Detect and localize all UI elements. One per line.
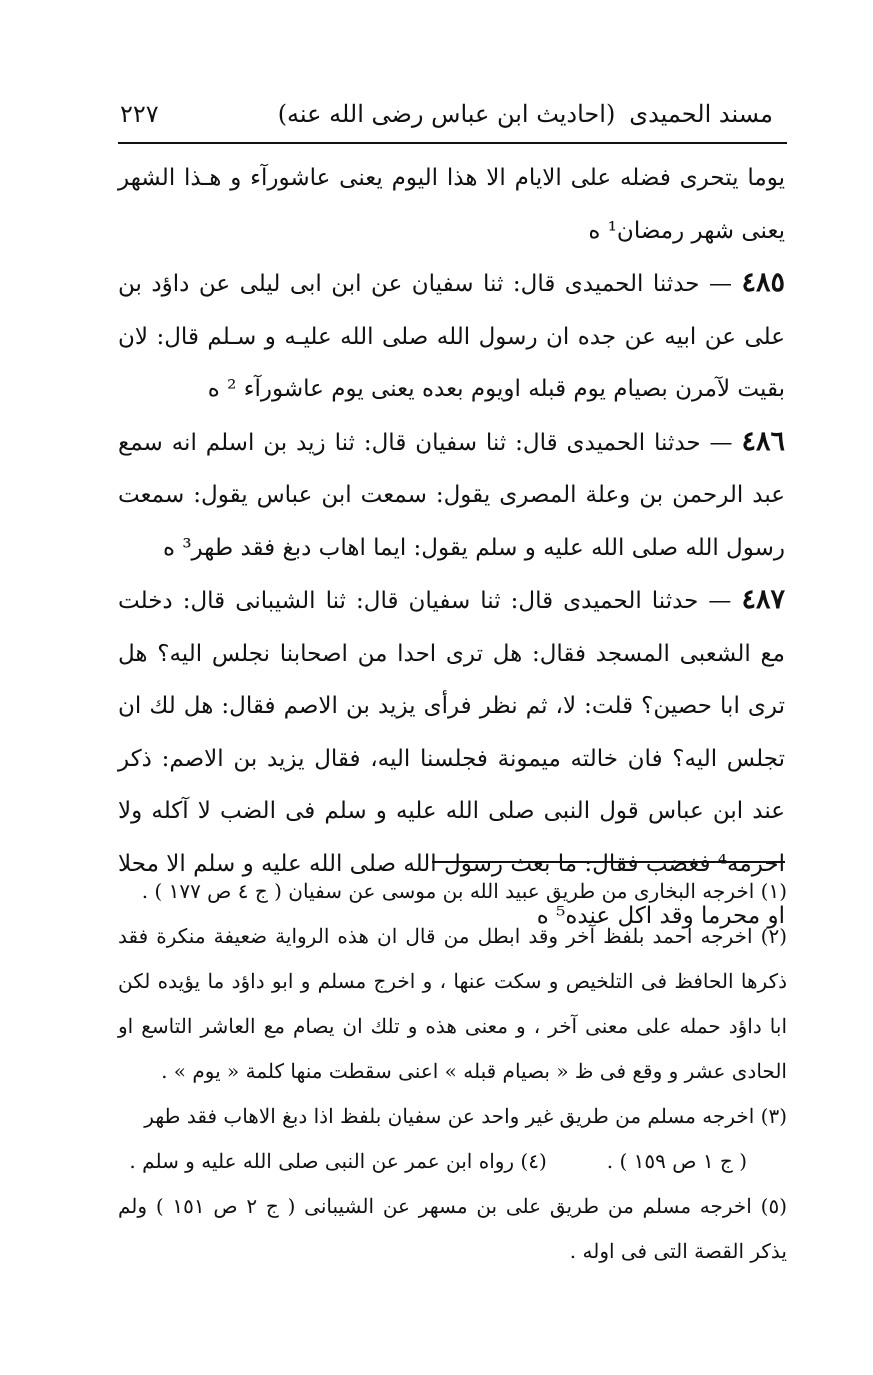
footnote-3: (٣) اخرجه مسلم من طريق غير واحد عن سفيان بلفظ اذا دبغ الاهاب فقد طهر [144, 1104, 787, 1128]
hadith-number: ٤٨٧ [741, 584, 785, 615]
hadith-number: ٤٨٥ [741, 267, 786, 298]
footnote-4: (٤) رواه ابن عمر عن النبى صلى الله عليه و سلم . [129, 1149, 547, 1173]
page-header [120, 92, 773, 136]
footnotes [118, 869, 787, 1274]
paragraph-continuation [118, 152, 785, 257]
paragraph-text: يوما يتحرى فضله على الايام الا هذا اليوم يعنى عاشورآء و هـذا الشهر يعنى شهر رمضان¹ ه [118, 165, 785, 244]
footnote-5: (٥) اخرجه مسلم من طريق على بن مسهر عن الشيبانى ( ج ٢ ص ١٥١ ) ولم يذكر القصة التى فى اوله . [118, 1194, 787, 1263]
main-text [118, 152, 785, 943]
footnote-2: (٢) اخرجه احمد بلفظ آخر وقد ابطل من قال ان هذه الرواية ضعيفة منكرة فقد ذكرها الحافظ فى التلخيص و سكت عنها ، و اخرج مسلم و ابو داؤد ما يؤيده لكن ابا داؤد حمله على معنى آخر ، و معنى هذه و تلك ان يصام مع العاشر التاسع او الحادى عشر و وقع فى ظ « بصيام قبله » اعنى سقطت منها كلمة « يوم » . [118, 924, 787, 1083]
hadith-number: ٤٨٦ [741, 425, 785, 457]
hadith-485 [118, 257, 785, 416]
hadith-486 [118, 416, 785, 575]
paragraph-text: — حدثنا الحميدى قال: ثنا سفيان قال: ثنا زيد بن اسلم انه سمع عبد الرحمن بن وعلة المصرى يقول: سمعت ابن عباس يقول: سمعت رسول الله صلى الله عليه و سلم يقول: ايما اهاب دبغ فقد طهر³ ه [118, 429, 785, 561]
chapter-title: (احاديث ابن عباس رضى الله عنه) [277, 100, 616, 128]
paragraph-text: — حدثنا الحميدى قال: ثنا سفيان عن ابن ابى ليلى عن داؤد بن على عن ابيه عن جده ان رسول الله صلى الله عليـه و سـلم قال: لان بقيت لآمرن بصيام يوم قبله اويوم بعده يعنى يوم عاشورآء ² ه [118, 271, 785, 402]
header-divider [118, 142, 787, 144]
footnote-1: (١) اخرجه البخارى من طريق عبيد الله بن موسى عن سفيان ( ج ٤ ص ١٧٧ ) . [141, 879, 787, 903]
footnote-divider [432, 861, 785, 863]
page-number: ٢٢٧ [120, 100, 159, 128]
footnote-3-reference: ( ج ١ ص ١٥٩ ) . [606, 1149, 747, 1173]
book-title: مسند الحميدى [629, 100, 773, 128]
paragraph-text: — حدثنا الحميدى قال: ثنا سفيان قال: ثنا الشيبانى قال: دخلت مع الشعبى المسجد فقال: هل ترى احدا من اصحابنا نجلس اليه؟ هل ترى ابا حصين؟ قلت: لا، ثم نظر فرأى يزيد بن الاصم فقال: هل لك ان تجلس اليه؟ فان خالته ميمونة فجلسنا اليه، فقال يزيد بن الاصم: ذكر عند ابن عباس قول النبى صلى الله عليه و سلم فى الضب لا آكله ولا احرمه⁴ فغضب فقال: ما بعث رسول الله صلى الله عليه و سلم الا محلا او محرما وقد اكل عنده⁵ ه [118, 588, 785, 929]
footnote-3-4-line [118, 1139, 787, 1184]
